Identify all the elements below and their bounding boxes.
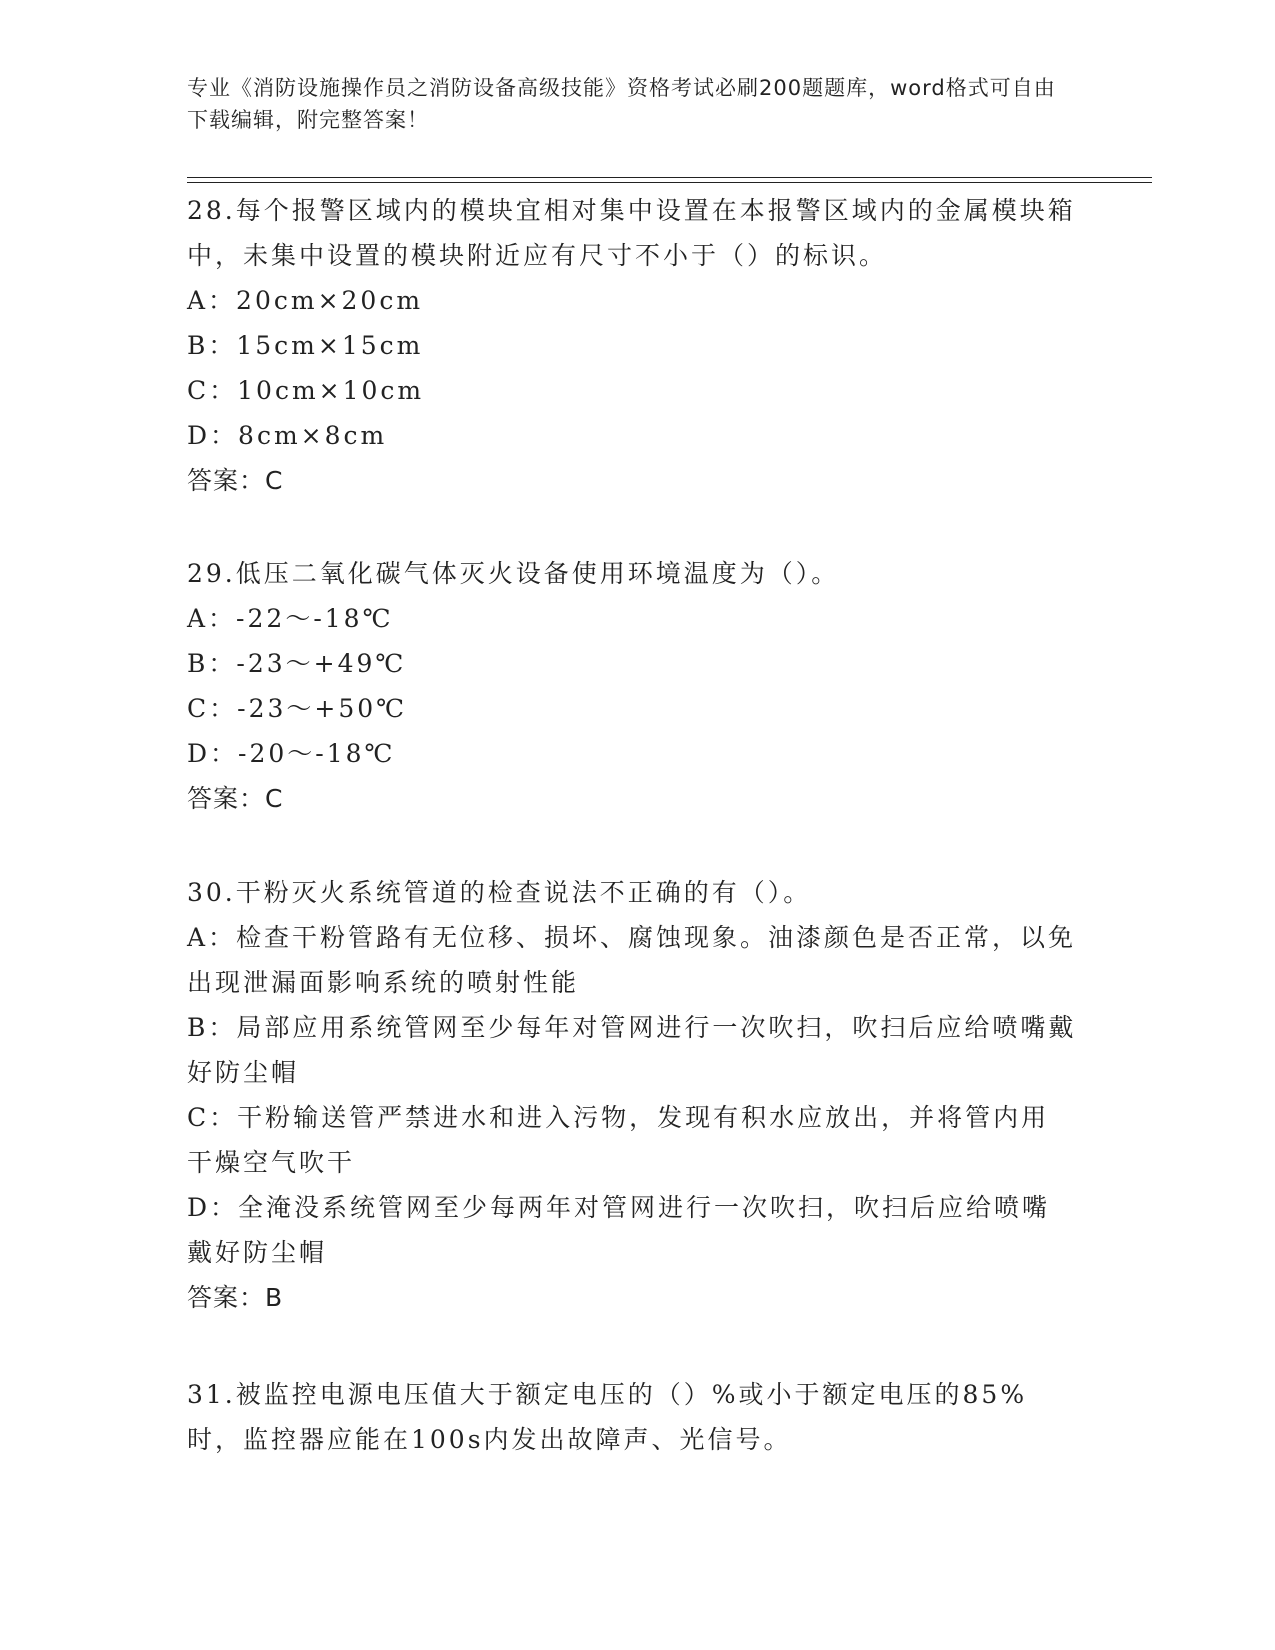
question-stem: 29.低压二氧化碳气体灭火设备使用环境温度为（）。 [187,559,840,588]
header-divider-bottom [187,182,1152,183]
document-header: 专业《消防设施操作员之消防设备高级技能》资格考试必刷200题题库，word格式可自由下载编辑，附完整答案！ [187,76,1056,132]
question-30 [187,870,1077,1320]
option-d: D：8cm×8cm [187,421,388,450]
question-29 [187,551,1077,821]
option-a: A：20cm×20cm [187,286,424,315]
option-b: B：-23～+49℃ [187,649,407,678]
option-d: D：-20～-18℃ [187,739,396,768]
option-c: C：-23～+50℃ [187,694,408,723]
answer-line: 答案：C [187,466,284,495]
answer-line: 答案：B [187,1283,284,1312]
option-a: A：-22～-18℃ [187,604,394,633]
question-stem: 31.被监控电源电压值大于额定电压的（）%或小于额定电压的85%时，监控器应能在100s内发出故障声、光信号。 [187,1380,1028,1454]
question-31 [187,1372,1077,1462]
header-divider-top [187,177,1152,178]
answer-line: 答案：C [187,784,284,813]
option-c: C：10cm×10cm [187,376,425,405]
option-b: B：15cm×15cm [187,331,424,360]
option-b: B：局部应用系统管网至少每年对管网进行一次吹扫，吹扫后应给喷嘴戴好防尘帽 [187,1013,1077,1087]
option-c: C：干粉输送管严禁进水和进入污物，发现有积水应放出，并将管内用干燥空气吹干 [187,1103,1050,1177]
question-stem: 28.每个报警区域内的模块宜相对集中设置在本报警区域内的金属模块箱中，未集中设置的模块附近应有尺寸不小于（）的标识。 [187,196,1076,270]
question-28 [187,188,1077,503]
question-stem: 30.干粉灭火系统管道的检查说法不正确的有（）。 [187,878,812,907]
option-a: A：检查干粉管路有无位移、损坏、腐蚀现象。油漆颜色是否正常，以免出现泄漏面影响系统的喷射性能 [187,923,1077,997]
option-d: D：全淹没系统管网至少每两年对管网进行一次吹扫，吹扫后应给喷嘴戴好防尘帽 [187,1193,1051,1267]
